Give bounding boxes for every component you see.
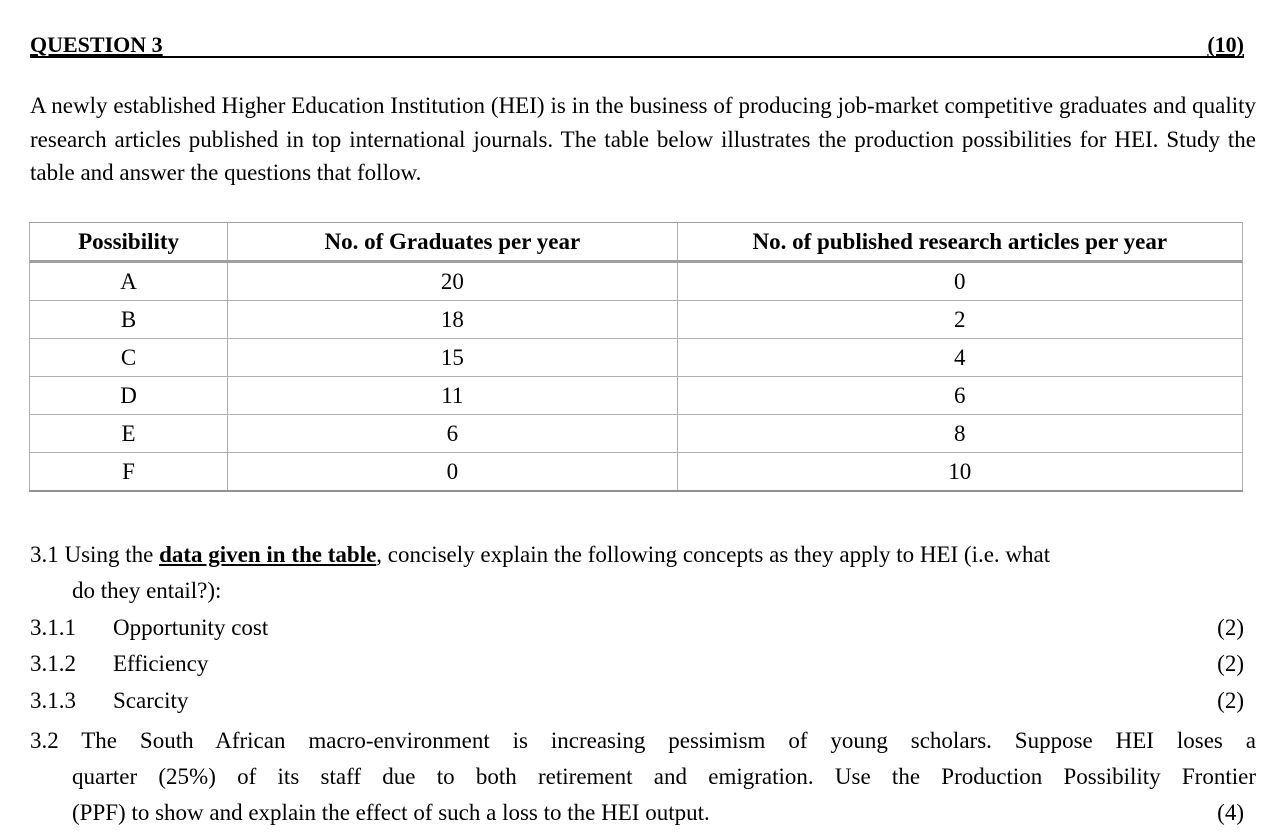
subquestion-text: Efficiency bbox=[113, 651, 209, 676]
table-row bbox=[30, 339, 1243, 377]
cell-graduates: 6 bbox=[228, 415, 677, 453]
question-3-1 bbox=[30, 537, 1256, 609]
subquestion-marks: (2) bbox=[1217, 688, 1244, 713]
header-articles: No. of published research articles per year bbox=[677, 223, 1242, 262]
subquestion-3-1-1 bbox=[30, 610, 1244, 646]
table-row bbox=[30, 377, 1243, 415]
cell-articles: 10 bbox=[677, 453, 1242, 492]
subquestion-3-1-2 bbox=[30, 646, 1244, 682]
header-possibility: Possibility bbox=[30, 223, 228, 262]
table-header-row bbox=[30, 223, 1243, 262]
subquestion-text: Opportunity cost bbox=[113, 615, 269, 640]
cell-possibility: B bbox=[30, 301, 228, 339]
cell-possibility: F bbox=[30, 453, 228, 492]
subquestion-marks: (2) bbox=[1217, 615, 1244, 640]
q32-marks: (4) bbox=[1217, 800, 1244, 825]
q31-lead: 3.1 Using the bbox=[30, 542, 160, 567]
question-3-2 bbox=[30, 723, 1256, 831]
cell-articles: 6 bbox=[677, 377, 1242, 415]
cell-graduates: 11 bbox=[228, 377, 677, 415]
q32-line-3-wrap bbox=[30, 795, 1244, 831]
subquestion-number: 3.1.2 bbox=[30, 651, 76, 676]
subquestion-text: Scarcity bbox=[113, 688, 189, 713]
table-row bbox=[30, 301, 1243, 339]
subquestion-marks: (2) bbox=[1217, 651, 1244, 676]
table-row bbox=[30, 453, 1243, 492]
header-graduates: No. of Graduates per year bbox=[228, 223, 677, 262]
cell-possibility: C bbox=[30, 339, 228, 377]
q32-line-3: (PPF) to show and explain the effect of such a loss to the HEI output. bbox=[72, 800, 710, 825]
cell-graduates: 0 bbox=[228, 453, 677, 492]
table-row bbox=[30, 262, 1243, 301]
intro-paragraph: A newly established Higher Education Institution (HEI) is in the business of producing job-market competitive graduates and quality research articles published in top international journals. The table below illustrates the production possibilities for HEI. Study the table and answer the questions that follow. bbox=[30, 93, 1256, 185]
production-possibilities-table bbox=[29, 222, 1243, 492]
q32-line-2: quarter (25%) of its staff due to both retirement and emigration. Use the Production Possibility Frontier bbox=[72, 764, 1256, 789]
cell-articles: 4 bbox=[677, 339, 1242, 377]
cell-graduates: 20 bbox=[228, 262, 677, 301]
question-header bbox=[30, 30, 1244, 58]
q31-continuation: do they entail?): bbox=[72, 578, 222, 603]
question-title: QUESTION 3 bbox=[30, 32, 163, 57]
subquestion-3-1-3 bbox=[30, 683, 1244, 719]
q31-emphasis: data given in the table bbox=[159, 542, 377, 567]
subquestion-number: 3.1.1 bbox=[30, 615, 76, 640]
cell-possibility: E bbox=[30, 415, 228, 453]
cell-articles: 2 bbox=[677, 301, 1242, 339]
question-total-marks: (10) bbox=[1207, 32, 1244, 57]
table-row bbox=[30, 415, 1243, 453]
cell-possibility: A bbox=[30, 262, 228, 301]
q32-line-1: 3.2 The South African macro-environment is increasing pessimism of young scholars. Suppose HEI loses a bbox=[30, 728, 1256, 753]
q31-rest: , concisely explain the following concepts as they apply to HEI (i.e. what bbox=[376, 542, 1051, 567]
cell-articles: 0 bbox=[677, 262, 1242, 301]
subquestion-number: 3.1.3 bbox=[30, 688, 76, 713]
cell-articles: 8 bbox=[677, 415, 1242, 453]
cell-possibility: D bbox=[30, 377, 228, 415]
cell-graduates: 15 bbox=[228, 339, 677, 377]
cell-graduates: 18 bbox=[228, 301, 677, 339]
